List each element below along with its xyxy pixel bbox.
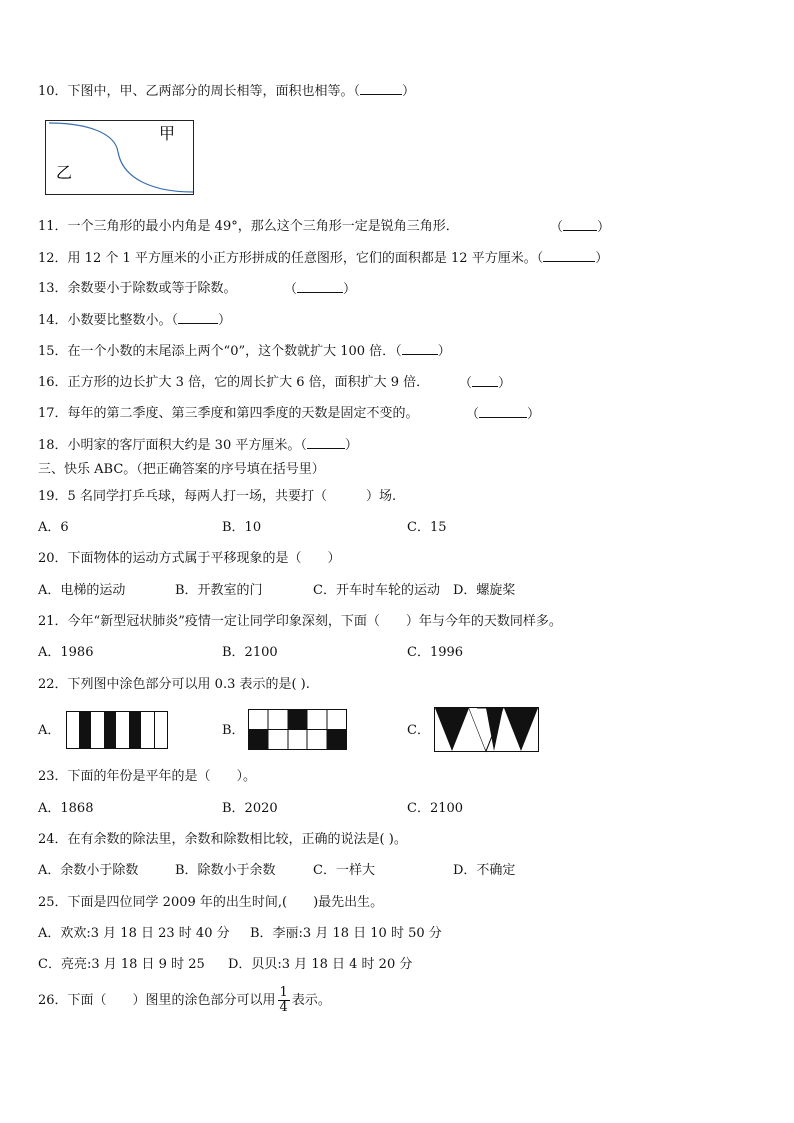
option-c[interactable]: C．1996 [407,645,464,660]
option-c[interactable]: C．一样大 [313,863,375,878]
paren-open: （ [284,282,298,297]
paren-close: ） [595,251,609,266]
fraction-numerator: 1 [279,985,288,1000]
question-18-text: 18．小明家的客厅面积大约是 30 平方厘米。（ [38,438,307,453]
question-15-text: 15．在一个小数的末尾添上两个“0”，这个数就扩大 100 倍．（ [38,344,402,359]
question-13 [38,280,237,298]
option-c[interactable]: C．2100 [407,801,464,816]
question-10 [38,82,415,101]
answer-blank[interactable] [472,374,498,387]
question-17 [38,405,419,423]
paren-close: ） [343,282,357,297]
question-17-answer [466,405,540,424]
answer-blank[interactable] [563,218,597,231]
question-21: 21．今年“新型冠状肺炎”疫情一定让同学印象深刻，下面（ ）年与今年的天数同样多。 [38,614,562,629]
label-yi: 乙 [56,163,73,182]
option-d[interactable]: D．贝贝:3 月 18 日 4 时 20 分 [228,957,413,972]
paren-close: ） [218,313,232,328]
option-a[interactable]: A．1868 [38,801,94,816]
question-13-text: 13．余数要小于除数或等于除数。 [38,281,237,296]
option-a[interactable]: A．欢欢:3 月 18 日 23 时 40 分 [38,926,230,941]
fraction [278,986,290,1015]
question-11-text: 11．一个三角形的最小内角是 49°，那么这个三角形一定是锐角三角形． [38,219,459,234]
question-10-close: ） [402,84,416,99]
question-10-text: 10．下图中，甲、乙两部分的周长相等，面积也相等。（ [38,84,361,99]
option-c[interactable]: C． [407,723,430,738]
option-b[interactable]: B．李丽:3 月 18 日 10 时 50 分 [250,926,442,941]
option-a[interactable]: A．电梯的运动 [38,583,126,598]
question-26-text: 26．下面（ ）图里的涂色部分可以用 [38,993,276,1008]
question-26-text-after: 表示。 [291,993,331,1008]
paren-open: （ [550,220,564,235]
question-17-text: 17．每年的第二季度、第三季度和第四季度的天数是固定不变的。 [38,406,419,421]
paren-close: ） [344,438,358,453]
paren-open: （ [459,376,473,391]
question-12-text: 12．用 12 个 1 平方厘米的小正方形拼成的任意图形，它们的面积都是 12 平方厘米。（ [38,251,544,266]
question-16 [38,374,429,392]
answer-blank[interactable] [360,82,402,95]
paren-close: ） [597,220,611,235]
question-26 [38,985,331,1017]
answer-blank[interactable] [543,249,595,262]
paren-close: ） [498,376,512,391]
question-10-figure [45,120,195,196]
question-18 [38,436,358,455]
answer-blank[interactable] [479,405,527,418]
question-25: 25．下面是四位同学 2009 年的出生时间,( )最先出生。 [38,895,384,910]
answer-blank[interactable] [307,436,345,449]
option-b[interactable]: B． [222,723,245,738]
option-a[interactable]: A． [38,723,61,738]
section-3-heading: 三、快乐 ABC。（把正确答案的序号填在括号里） [38,462,325,477]
answer-blank[interactable] [178,311,218,324]
option-b[interactable]: B．2100 [222,645,278,660]
question-22: 22．下列图中涂色部分可以用 0.3 表示的是( ). [38,677,310,692]
label-jia: 甲 [159,124,176,143]
option-b[interactable]: B．除数小于余数 [175,863,276,878]
option-d[interactable]: D．螺旋桨 [453,583,516,598]
option-b[interactable]: B．2020 [222,801,278,816]
paren-close: ） [527,407,541,422]
question-19: 19．5 名同学打乒乓球，每两人打一场，共要打（ ）场. [38,489,397,504]
option-d[interactable]: D．不确定 [453,863,516,878]
option-c[interactable]: C．亮亮:3 月 18 日 9 时 25 [38,957,205,972]
option-b-figure[interactable] [248,709,348,751]
option-b[interactable]: B．开教室的门 [175,583,263,598]
question-24: 24．在有余数的除法里，余数和除数相比较，正确的说法是( )。 [38,832,407,847]
option-a[interactable]: A．1986 [38,645,94,660]
answer-blank[interactable] [402,342,438,355]
question-16-answer [459,374,511,393]
question-23: 23．下面的年份是平年的是（ ）。 [38,769,257,784]
question-12 [38,249,608,268]
question-13-answer [284,280,356,299]
question-14 [38,311,231,330]
option-b[interactable]: B．10 [222,520,262,535]
paren-close: ） [437,344,451,359]
paren-open: （ [466,407,480,422]
fraction-denominator: 4 [279,1000,288,1015]
question-20: 20．下面物体的运动方式属于平移现象的是（ ） [38,551,341,566]
question-14-text: 14．小数要比整数小。（ [38,313,179,328]
option-c[interactable]: C．15 [407,520,447,535]
option-c[interactable]: C．开车时车轮的运动 [313,583,440,598]
option-a-figure[interactable] [66,711,169,749]
question-15 [38,342,451,361]
question-16-text: 16．正方形的边长扩大 3 倍，它的周长扩大 6 倍，面积扩大 9 倍． [38,375,430,390]
option-c-figure[interactable] [434,707,540,753]
option-a[interactable]: A．6 [38,520,69,535]
answer-blank[interactable] [297,280,343,293]
option-a[interactable]: A．余数小于除数 [38,863,139,878]
question-11-answer [550,218,610,237]
question-11 [38,218,459,236]
